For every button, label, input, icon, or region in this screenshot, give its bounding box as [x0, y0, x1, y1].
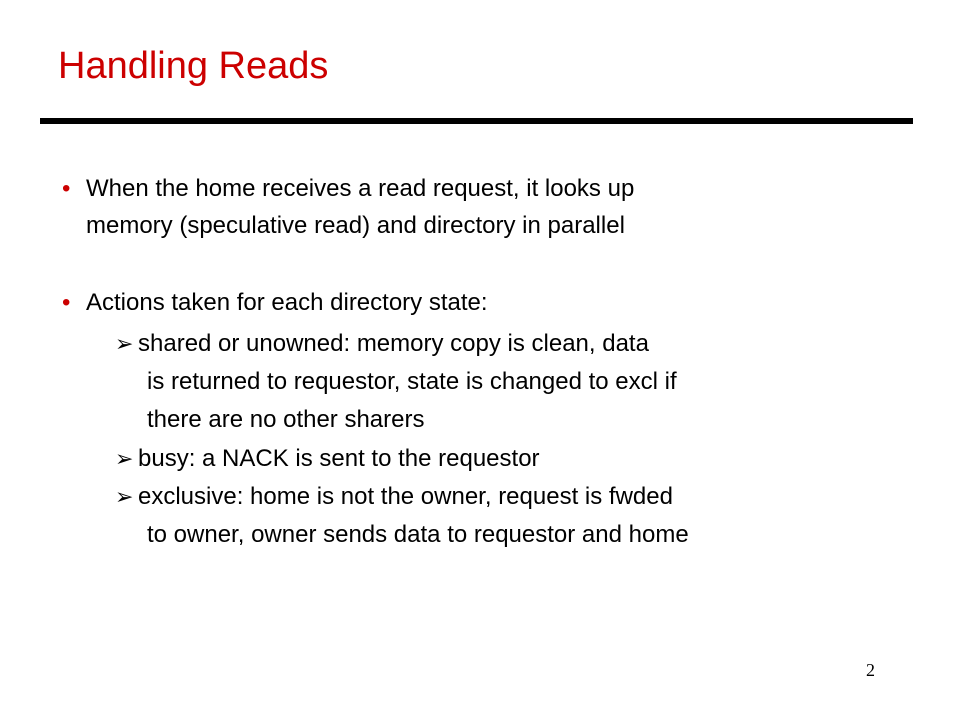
subitem-1-line-2: is returned to requestor, state is changed to excl if — [147, 368, 677, 395]
slide-title: Handling Reads — [58, 45, 329, 87]
arrowhead-bullet-icon: ➢ — [115, 331, 134, 356]
arrowhead-bullet-icon: ➢ — [115, 484, 134, 509]
bullet-2-line-1: Actions taken for each directory state: — [86, 289, 488, 316]
subitem-3-line-1: exclusive: home is not the owner, request is fwded — [138, 483, 673, 510]
title-divider — [40, 118, 913, 124]
page-number: 2 — [866, 660, 875, 680]
bullet-dot-icon: • — [62, 289, 71, 316]
subitem-2-line-1: busy: a NACK is sent to the requestor — [138, 445, 540, 472]
subitem-3-line-2: to owner, owner sends data to requestor and home — [147, 521, 689, 548]
subitem-1-line-1: shared or unowned: memory copy is clean, data — [138, 330, 649, 357]
bullet-1-line-2: memory (speculative read) and directory in parallel — [86, 212, 625, 239]
arrowhead-bullet-icon: ➢ — [115, 446, 134, 471]
bullet-1-line-1: When the home receives a read request, it looks up — [86, 175, 635, 202]
subitem-1-line-3: there are no other sharers — [147, 406, 425, 433]
bullet-dot-icon: • — [62, 175, 71, 202]
